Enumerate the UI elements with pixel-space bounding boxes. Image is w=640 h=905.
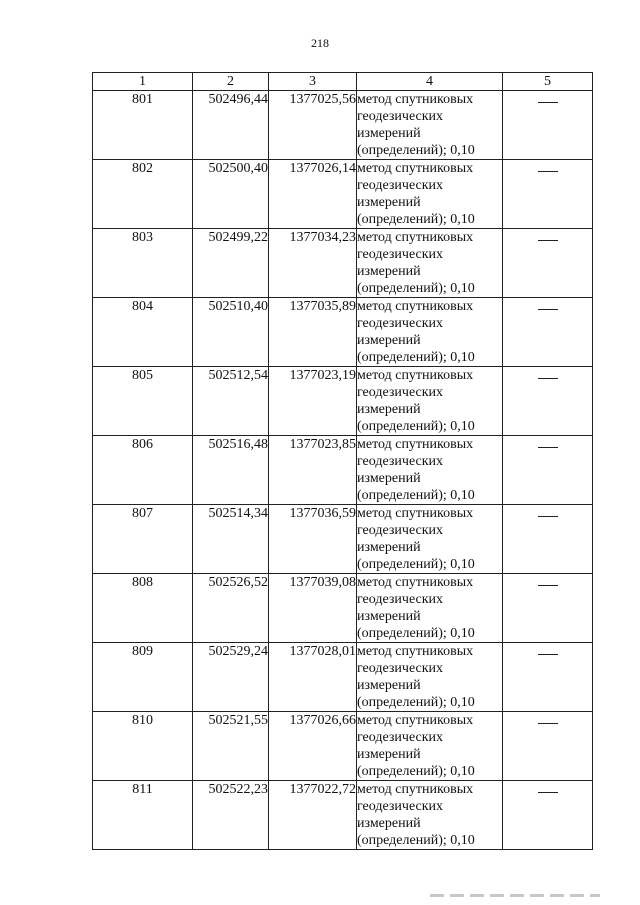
y-coordinate-cell: 1377035,89 <box>269 298 357 367</box>
method-text-line: измерений <box>357 333 421 348</box>
method-text-line: измерений <box>357 816 421 831</box>
x-coordinate-cell: 502512,54 <box>193 367 269 436</box>
note-cell <box>503 712 593 781</box>
method-cell <box>357 160 503 229</box>
method-text-line: (определений); 0,10 <box>357 212 475 227</box>
y-coordinate-cell: 1377022,72 <box>269 781 357 850</box>
point-number-cell: 801 <box>93 91 193 160</box>
x-coordinate-cell: 502516,48 <box>193 436 269 505</box>
header-col-1: 1 <box>93 73 193 91</box>
method-text-line: измерений <box>357 126 421 141</box>
method-text-line: измерений <box>357 264 421 279</box>
method-text-line: (определений); 0,10 <box>357 281 475 296</box>
method-cell <box>357 367 503 436</box>
dash-mark <box>538 516 558 517</box>
header-col-3: 3 <box>269 73 357 91</box>
method-text-line: измерений <box>357 747 421 762</box>
method-cell <box>357 229 503 298</box>
method-text-line: геодезических <box>357 247 444 262</box>
x-coordinate-cell: 502500,40 <box>193 160 269 229</box>
x-coordinate-cell: 502529,24 <box>193 643 269 712</box>
dash-mark <box>538 585 558 586</box>
table-row <box>93 298 593 367</box>
method-text-line: геодезических <box>357 592 444 607</box>
note-cell <box>503 574 593 643</box>
table-row <box>93 712 593 781</box>
y-coordinate-cell: 1377026,14 <box>269 160 357 229</box>
method-text-line: измерений <box>357 540 421 555</box>
table-row <box>93 229 593 298</box>
method-cell <box>357 781 503 850</box>
method-cell <box>357 712 503 781</box>
table-body <box>93 91 593 850</box>
y-coordinate-cell: 1377026,66 <box>269 712 357 781</box>
x-coordinate-cell: 502496,44 <box>193 91 269 160</box>
method-text-line: геодезических <box>357 385 444 400</box>
method-text-line: (определений); 0,10 <box>357 764 475 779</box>
note-cell <box>503 160 593 229</box>
header-col-5: 5 <box>503 73 593 91</box>
method-text-line: геодезических <box>357 661 444 676</box>
note-cell <box>503 367 593 436</box>
point-number-cell: 804 <box>93 298 193 367</box>
table-row <box>93 91 593 160</box>
method-text-line: метод спутниковых <box>357 506 474 521</box>
point-number-cell: 808 <box>93 574 193 643</box>
note-cell <box>503 298 593 367</box>
method-text-line: метод спутниковых <box>357 368 474 383</box>
table-row <box>93 367 593 436</box>
method-text-line: метод спутниковых <box>357 713 474 728</box>
dash-mark <box>538 171 558 172</box>
footer-scan-artifact <box>430 894 600 897</box>
method-text-line: метод спутниковых <box>357 575 474 590</box>
y-coordinate-cell: 1377036,59 <box>269 505 357 574</box>
note-cell <box>503 229 593 298</box>
method-text-line: геодезических <box>357 454 444 469</box>
point-number-cell: 811 <box>93 781 193 850</box>
x-coordinate-cell: 502499,22 <box>193 229 269 298</box>
method-text-line: геодезических <box>357 109 444 124</box>
x-coordinate-cell: 502514,34 <box>193 505 269 574</box>
dash-mark <box>538 447 558 448</box>
method-cell <box>357 505 503 574</box>
y-coordinate-cell: 1377034,23 <box>269 229 357 298</box>
page-number: 218 <box>311 36 329 50</box>
y-coordinate-cell: 1377023,19 <box>269 367 357 436</box>
x-coordinate-cell: 502510,40 <box>193 298 269 367</box>
method-text-line: (определений); 0,10 <box>357 626 475 641</box>
method-text-line: (определений); 0,10 <box>357 419 475 434</box>
note-cell <box>503 643 593 712</box>
method-text-line: геодезических <box>357 178 444 193</box>
y-coordinate-cell: 1377028,01 <box>269 643 357 712</box>
dash-mark <box>538 102 558 103</box>
table-row <box>93 574 593 643</box>
method-cell <box>357 91 503 160</box>
method-text-line: (определений); 0,10 <box>357 350 475 365</box>
header-col-2: 2 <box>193 73 269 91</box>
table-row <box>93 781 593 850</box>
method-cell <box>357 298 503 367</box>
y-coordinate-cell: 1377025,56 <box>269 91 357 160</box>
method-cell <box>357 643 503 712</box>
note-cell <box>503 781 593 850</box>
y-coordinate-cell: 1377023,85 <box>269 436 357 505</box>
method-text-line: геодезических <box>357 730 444 745</box>
note-cell <box>503 505 593 574</box>
method-text-line: метод спутниковых <box>357 92 474 107</box>
method-text-line: геодезических <box>357 523 444 538</box>
note-cell <box>503 91 593 160</box>
method-text-line: метод спутниковых <box>357 437 474 452</box>
coordinates-table <box>92 72 593 850</box>
dash-mark <box>538 723 558 724</box>
method-text-line: метод спутниковых <box>357 230 474 245</box>
point-number-cell: 810 <box>93 712 193 781</box>
method-text-line: геодезических <box>357 799 444 814</box>
dash-mark <box>538 309 558 310</box>
method-text-line: измерений <box>357 402 421 417</box>
point-number-cell: 806 <box>93 436 193 505</box>
method-text-line: (определений); 0,10 <box>357 695 475 710</box>
point-number-cell: 802 <box>93 160 193 229</box>
x-coordinate-cell: 502522,23 <box>193 781 269 850</box>
table-row <box>93 436 593 505</box>
table-header-row <box>93 73 593 91</box>
method-text-line: метод спутниковых <box>357 299 474 314</box>
dash-mark <box>538 378 558 379</box>
table-row <box>93 643 593 712</box>
method-text-line: метод спутниковых <box>357 782 474 797</box>
x-coordinate-cell: 502521,55 <box>193 712 269 781</box>
method-text-line: измерений <box>357 609 421 624</box>
table-row <box>93 160 593 229</box>
dash-mark <box>538 654 558 655</box>
point-number-cell: 807 <box>93 505 193 574</box>
table-row <box>93 505 593 574</box>
note-cell <box>503 436 593 505</box>
dash-mark <box>538 792 558 793</box>
method-text-line: метод спутниковых <box>357 161 474 176</box>
y-coordinate-cell: 1377039,08 <box>269 574 357 643</box>
method-text-line: измерений <box>357 195 421 210</box>
header-col-4: 4 <box>357 73 503 91</box>
point-number-cell: 805 <box>93 367 193 436</box>
method-text-line: (определений); 0,10 <box>357 143 475 158</box>
point-number-cell: 803 <box>93 229 193 298</box>
method-cell <box>357 574 503 643</box>
method-cell <box>357 436 503 505</box>
method-text-line: (определений); 0,10 <box>357 833 475 848</box>
method-text-line: геодезических <box>357 316 444 331</box>
method-text-line: измерений <box>357 678 421 693</box>
method-text-line: метод спутниковых <box>357 644 474 659</box>
x-coordinate-cell: 502526,52 <box>193 574 269 643</box>
dash-mark <box>538 240 558 241</box>
method-text-line: (определений); 0,10 <box>357 488 475 503</box>
point-number-cell: 809 <box>93 643 193 712</box>
method-text-line: измерений <box>357 471 421 486</box>
method-text-line: (определений); 0,10 <box>357 557 475 572</box>
